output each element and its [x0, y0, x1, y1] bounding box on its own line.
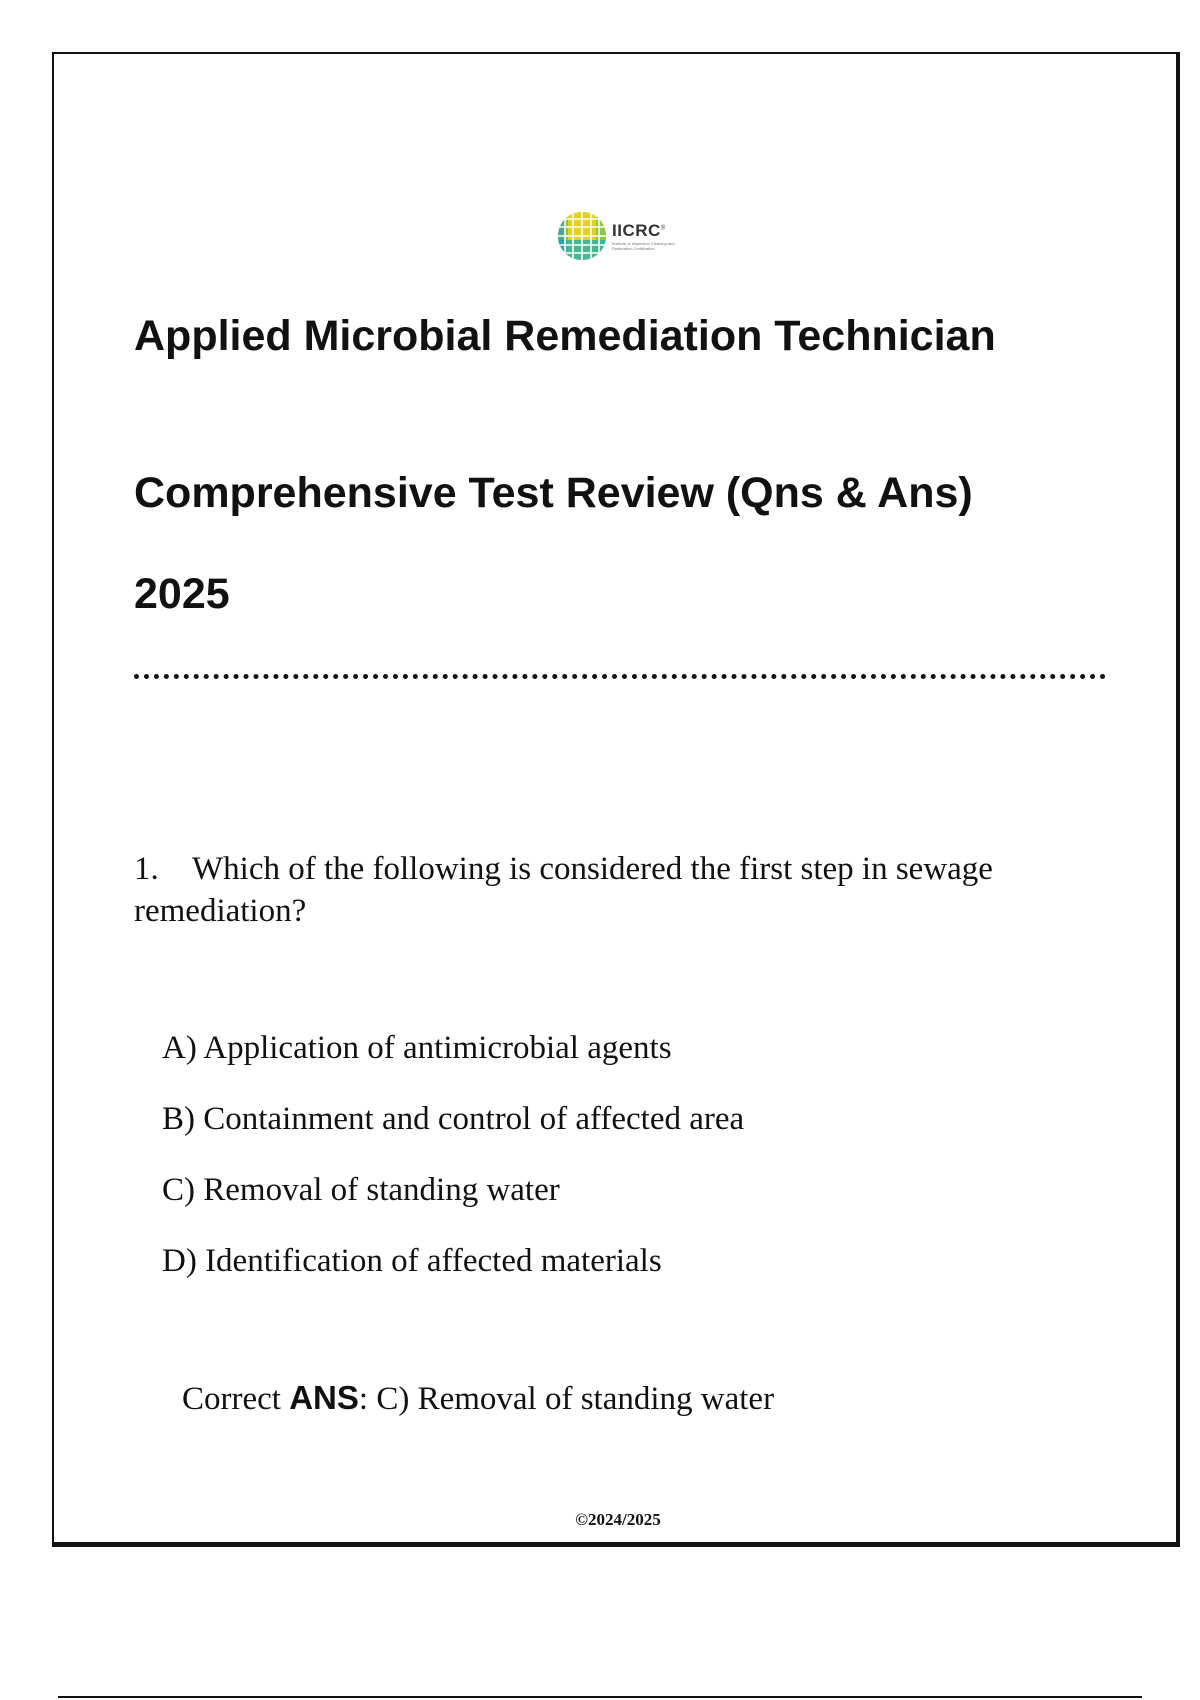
page-frame [52, 52, 1180, 1547]
logo-subtitle: Institute of Inspection Cleaning and Restoration Certification [612, 240, 675, 251]
option-a: A) Application of antimicrobial agents [162, 1030, 672, 1066]
option-c: C) Removal of standing water [162, 1172, 560, 1208]
correct-answer [182, 1378, 774, 1419]
question-text: Which of the following is considered the first step in sewage remediation? [134, 851, 993, 929]
copyright-notice: ©2024/2025 [575, 1510, 661, 1529]
logo-name: IICRC® [612, 220, 666, 240]
answer-value: C) Removal of standing water [376, 1381, 775, 1417]
answer-prefix: Correct [182, 1381, 290, 1417]
globe-icon [556, 210, 608, 262]
question-number: 1. [134, 851, 159, 887]
document-title: Applied Microbial Remediation Technician [134, 312, 996, 360]
document-subtitle: Comprehensive Test Review (Qns & Ans) [134, 469, 973, 517]
dotted-divider [134, 674, 1106, 679]
bottom-divider [58, 1696, 1142, 1698]
answer-separator: : [358, 1381, 377, 1417]
option-b: B) Containment and control of affected area [162, 1101, 745, 1137]
document-year: 2025 [134, 570, 230, 618]
answer-options [162, 1028, 744, 1312]
answer-keyword: ANS [289, 1379, 359, 1416]
iicrc-logo [556, 210, 690, 262]
option-d: D) Identification of affected materials [162, 1243, 662, 1279]
logo-text [612, 222, 690, 251]
question-1 [134, 848, 1094, 932]
